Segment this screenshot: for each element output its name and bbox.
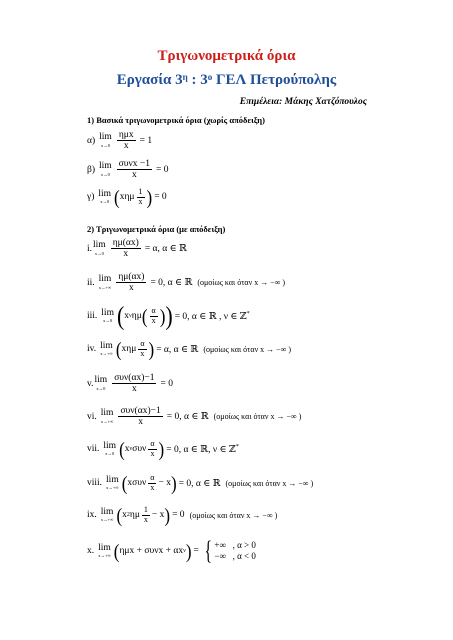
lim-operator: lim x→0: [93, 240, 106, 256]
formula-rhs: =: [193, 546, 199, 556]
lim-operator: lim x→+∞: [100, 408, 114, 424]
formula-note: (ομοίως και όταν x → −∞ ): [225, 478, 314, 488]
section1-heading: 1) Βασικά τριγωνομετρικά όρια (χωρίς απόδειξη): [87, 115, 265, 125]
formula-note: (ομοίως και όταν x → −∞ ): [197, 278, 286, 288]
formula-x: x. lim x→+∞ ( ημx + συνx + αx ν ) = { +∞ , α > 0 −∞ , α < 0: [87, 536, 256, 565]
fraction: $\frac{\eta\mu(\alpha x)}{x}$: [112, 238, 139, 260]
formula-rhs: = 0: [172, 510, 185, 521]
formula-label: β): [87, 164, 95, 175]
formula-pre: xημ: [121, 344, 137, 355]
formula-rhs: = α, α ∈ ℝ: [144, 244, 187, 255]
subtitle-prefix: Εργασία 3: [116, 72, 183, 88]
formula-rhs: = α, α ∈ ℝ: [156, 344, 199, 355]
formula-label: x.: [87, 546, 95, 556]
lim-operator: lim x→+∞: [106, 474, 119, 491]
lim-operator: lim x→+∞: [98, 542, 111, 558]
formula-mid: ημ: [129, 510, 140, 521]
formula-label: vi.: [87, 411, 97, 422]
lim-operator: lim x→0: [99, 161, 112, 177]
formula-note: (ομοίως και όταν x → −∞ ): [189, 510, 278, 520]
formula-label: ix.: [87, 510, 97, 521]
formula-pre: x: [122, 510, 127, 521]
fraction: $\frac{\alpha}{x}$: [150, 439, 155, 458]
formula-label: viii.: [87, 478, 103, 489]
formula-expr: ημx + συνx + αx: [119, 546, 184, 556]
lim-operator: lim x→+∞: [100, 340, 113, 357]
lim-operator: lim x→+∞: [100, 506, 114, 523]
formula-label: α): [87, 135, 96, 146]
fraction: $\frac{\text{ημx}}{x}$: [118, 130, 134, 152]
formula-rhs: = 0, α ∈ ℝ, ν ∈ ℤ*: [166, 443, 239, 455]
formula-rhs: = 0, α ∈ ℝ: [178, 478, 221, 489]
formula-vi: [87, 406, 301, 428]
fraction: $\frac{\text{συν(αx)−1}}{x}$: [114, 373, 155, 395]
formula-rhs: = 0: [154, 192, 167, 203]
lim-operator: lim x→0: [103, 440, 117, 457]
formula-mid: ημ: [131, 311, 142, 321]
editor-credit: Επιμέλεια: Μάκης Χατζόπουλος: [239, 97, 367, 107]
formula-iv: iv. lim x→+∞ ( xημ $\frac{\alpha}{x}$ ) = α, α ∈ ℝ (ομοίως και όταν x → −∞ ): [87, 338, 292, 361]
page-title: Τριγωνομετρικά όρια: [157, 48, 296, 64]
subtitle-sup1: η: [182, 72, 188, 82]
formula-post: − x: [158, 478, 171, 489]
lim-operator: lim x→0: [99, 132, 112, 148]
formula-pre: x: [124, 311, 130, 321]
formula-label: γ): [87, 192, 95, 203]
formula-note: (ομοίως και όταν x → −∞ ): [203, 344, 292, 354]
fraction: $\frac{\alpha}{x}$: [150, 473, 155, 492]
formula-ix: ix. lim x→+∞ ( x 2 ημ $\frac{1}{x}$ − x ) = 0 (ομοίως και όταν x → −∞ ): [87, 504, 278, 527]
formula-post: − x: [151, 510, 165, 521]
section2-heading: 2) Τριγωνομετρικά όρια (με απόδειξη): [87, 224, 226, 234]
fraction: $\frac{\eta\mu(\alpha x)}{x}$: [118, 272, 145, 294]
subtitle-sup2: ο: [207, 72, 213, 82]
fraction: $\frac{1}{x}$: [138, 187, 143, 206]
formula-rhs: = 1: [139, 135, 153, 146]
formula-iii: iii. lim x→0 ( x ν ημ ( $\frac{\alpha}{x}$ ) ) = 0, α ∈ ℝ , ν ∈ ℤ*: [87, 300, 250, 331]
formula-rhs: = 0, α ∈ ℝ , ν ∈ ℤ*: [174, 310, 250, 322]
fraction: $\frac{\alpha}{x}$: [140, 339, 145, 358]
formula-pre: xημ: [119, 192, 135, 203]
formula-rhs: = 0: [160, 378, 173, 389]
formula-pre: xσυν: [127, 478, 147, 489]
formula-rhs: = 0: [156, 164, 169, 175]
formula-ii: [87, 272, 285, 294]
formula-b: [87, 159, 169, 181]
formula-i: [87, 238, 187, 260]
formula-rhs: = 0, α ∈ ℝ: [166, 412, 209, 423]
formula-label: iii.: [87, 311, 98, 321]
lim-operator: lim x→0: [98, 188, 112, 205]
case-line-2: −∞ , α < 0: [214, 551, 256, 561]
formula-viii: viii. lim x→+∞ ( xσυν $\frac{\alpha}{x}$ − x ) = 0, α ∈ ℝ (ομοίως και όταν x → −∞ ): [87, 472, 314, 495]
lim-operator: lim x→0: [94, 375, 108, 391]
formula-a: [87, 130, 152, 152]
lim-operator: lim x→+∞: [98, 274, 112, 290]
formula-mid: συν: [132, 444, 147, 455]
formula-rhs: = 0, α ∈ ℝ: [150, 278, 193, 289]
fraction: $\frac{1}{x}$: [143, 505, 148, 524]
formula-label: i.: [87, 243, 93, 254]
formula-pre: x: [124, 444, 130, 455]
formula-label: v.: [87, 378, 94, 389]
piecewise-cases: { +∞ , α > 0 −∞ , α < 0: [204, 536, 256, 565]
formula-c: γ) lim x→0 ( xημ $\frac{1}{x}$ ) = 0: [87, 186, 167, 209]
fraction: $\frac{\alpha}{x}$: [151, 305, 156, 325]
fraction: $\frac{\text{συνx −1}}{x}$: [118, 159, 151, 181]
page-subtitle: [0, 72, 453, 89]
case-line-1: +∞ , α > 0: [214, 539, 256, 550]
subtitle-mid: : 3: [187, 72, 208, 88]
formula-label: iv.: [87, 344, 97, 355]
formula-vii: vii. lim x→0 ( x ν συν $\frac{\alpha}{x}$ ) = 0, α ∈ ℝ, ν ∈ ℤ*: [87, 438, 239, 461]
formula-v: [87, 373, 173, 395]
lim-operator: lim x→0: [101, 307, 114, 323]
formula-label: vii.: [87, 444, 100, 455]
fraction: $\frac{\text{συν(αx)−1}}{x}$: [120, 406, 161, 428]
formula-note: (ομοίως και όταν x → −∞ ): [213, 412, 302, 422]
formula-label: ii.: [87, 277, 95, 288]
subtitle-suffix: ΓΕΛ Πετρούπολης: [212, 72, 337, 88]
